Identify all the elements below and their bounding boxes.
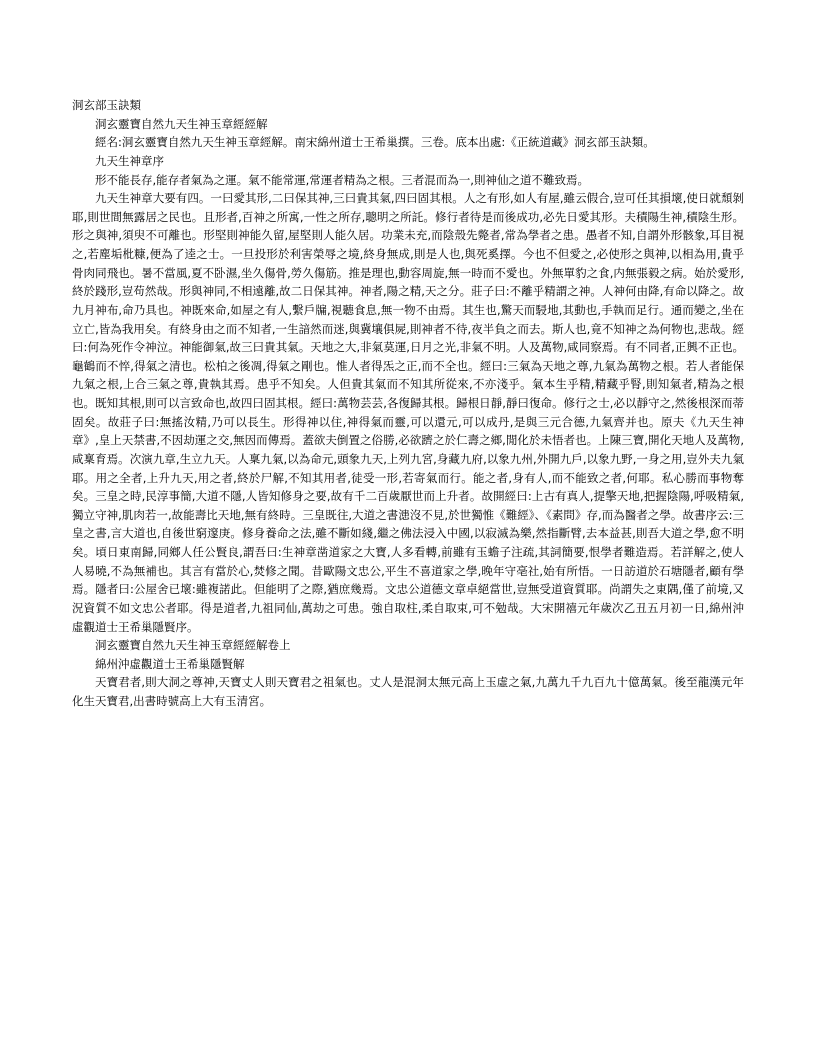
section-heading-preface: 九天生神章序 <box>95 153 164 168</box>
sutra-title: 洞玄靈寶自然九天生神玉章經經解 <box>95 116 268 131</box>
paragraph-tianbao: 天寶君者,則大洞之尊神,天寶丈人則天寶君之祖氣也。丈人是混洞太無元高上玉虛之氣,九萬九千九百九十億萬氣。後至龍漢元年化生天寶君,出書時號高上大有玉清宮。 <box>72 675 744 708</box>
document-heading: 洞玄部玉訣類 <box>72 98 141 112</box>
bibliographic-note: 經名:洞玄靈寶自然九天生神玉章經解。南宋綿州道士王希巢撰。三卷。底本出處:《正統道藏》洞玄部玉訣類。 <box>95 135 655 150</box>
author-line: 綿州沖虛觀道士王希巢隱賢解 <box>95 656 245 671</box>
document-body <box>72 96 744 711</box>
paragraph-preface-body: 九天生神章大要有四。一曰愛其形,二曰保其神,三曰貴其氣,四曰固其根。人之有形,如人有屋,雖云假合,豈可任其損壞,使日就頹剝耶,則世間無露居之民也。且形者,百神之所寓,一性之所存,聰明之所託。修行者待是而後成功,必先日愛其形。夫積陽生神,積陰生形。形之與神,須臾不可離也。形堅則神能久留,屋堅則人能久居。功業未充,而陰殼先斃者,常為學者之患。愚者不知,自謂外形骸象,耳目視之,若塵垢枇糠,便為了逵之士。一旦投形於利害榮辱之境,終身無成,則是人也,與死奚擇。今也不但愛之,必使形之與神,以相為用,貴乎骨肉同飛也。暑不當風,夏不卧濕,坐久傷骨,勞久傷筋。推是理也,動容周旋,無一時而不愛也。外無單豹之食,内無張毅之病。始於愛形,終於踐形,豈苟然哉。形與神同,不相遠離,故二日保其神。神者,陽之精,天之分。莊子曰:不離乎精謂之神。人神何由降,有命以降之。故九月神布,命乃具也。神既來命,如屋之有人,繫戶牖,視聽食息,無一物不由焉。其生也,驚天而駸地,其動也,手執而足行。通而變之,坐在立亡,皆為我用矣。有終身由之而不知者,一生諳然而迷,與冀壤俱屍,則神者不待,夜半負之而去。斯人也,竟不知神之為何物也,悲哉。經曰:何為死作令神泣。神能御氣,故三曰貴其氣。天地之大,非氣莫運,日月之光,非氣不明。人及萬物,咸同察焉。有不同者,正興不正也。龜鶴而不悴,得氣之清也。松柏之後凋,得氣之剛也。惟人者得炁之正,而不全也。經曰:三氣為天地之尊,九氣為萬物之根。若人者能保九氣之根,上合三氣之尊,貴執其焉。患乎不知矣。人但貴其氣而不知其所從來,不亦淺乎。氣本生乎精,精藏乎腎,則知氣者,精為之根也。既知其根,則可以言致命也,故四曰固其根。經曰:萬物芸芸,各復歸其根。歸根日靜,靜曰復命。修行之士,必以靜守之,然後根深而蒂固矣。故莊子曰:無搖汝精,乃可以長生。形得神以住,神得氣而靈,可以還元,可以成丹,是與三元合德,九氣齊并也。原夫《九天生神章》,皇上天禁書,不因劫運之交,無因而傳焉。蓋欲夫倒置之俗勝,必欲躋之於仁壽之鄉,閒化於未悟者也。上陳三寶,開化天地人及萬物,咸稟育焉。次演九章,生立九天。人稟九氣,以為命元,頭象九天,上列九宮,身藏九府,以象九州,外開九戶,以象九野,一身之用,豈外夫九氣耶。用之全者,上升九天,用之者,終於尸解,不知其用者,徒受一形,若寄氣而行。能之者,身有人,而不能致之者,何耶。私心勝而事物奪矣。三皇之時,民淳事簡,大道不隱,人皆知修身之要,故有千二百歲厭世而上升者。故開經曰:上古有真人,提擎天地,把握陰陽,呼吸精氣,獨立守神,肌肉若一,故能壽比天地,無有終時。三皇既往,大道之書漶沒不見,於世獨惟《難經》、《素問》存,而為醫者之學。故書序云:三皇之書,言大道也,自後世窮邃庚。修身養命之法,雖不斷如綫,繼之佛法浸入中國,以寂滅為樂,然指斷臂,去本益甚,則吾大道之學,愈不明矣。頃日東南歸,同鄉人任公賢良,謂吾曰:生神章凿道家之大寶,人多看轉,前雖有玉蟾子注疏,其詞簡要,恨學者難造焉。若詳解之,使人人易曉,不為無補也。其言有當於心,焚修之聞。昔歐陽文忠公,平生不喜道家之學,晚年守亳社,始有所悟。一日訪道於石塘隱者,顧有學焉。隱者曰:公屋舍已壞:雖複諾此。但能明了之際,猶庶幾焉。文忠公道德文章卓絕當世,豈無受道資質耶。尚謂失之東隅,僅了前境,又況資質不如文忠公者耶。得是道者,九祖同仙,萬劫之可患。強自取柱,柔自取束,可不勉哉。大宋開禧元年歲次乙丑五月初一日,綿州沖虛觀道士王希巢隱賢序。 <box>72 191 744 634</box>
volume-title: 洞玄靈寶自然九天生神玉章經經解卷上 <box>95 638 291 653</box>
paragraph-preface-opening: 形不能長存,能存者氣為之運。氣不能常運,常運者精為之根。三者混而為一,則神仙之道不難致焉。 <box>95 172 589 187</box>
